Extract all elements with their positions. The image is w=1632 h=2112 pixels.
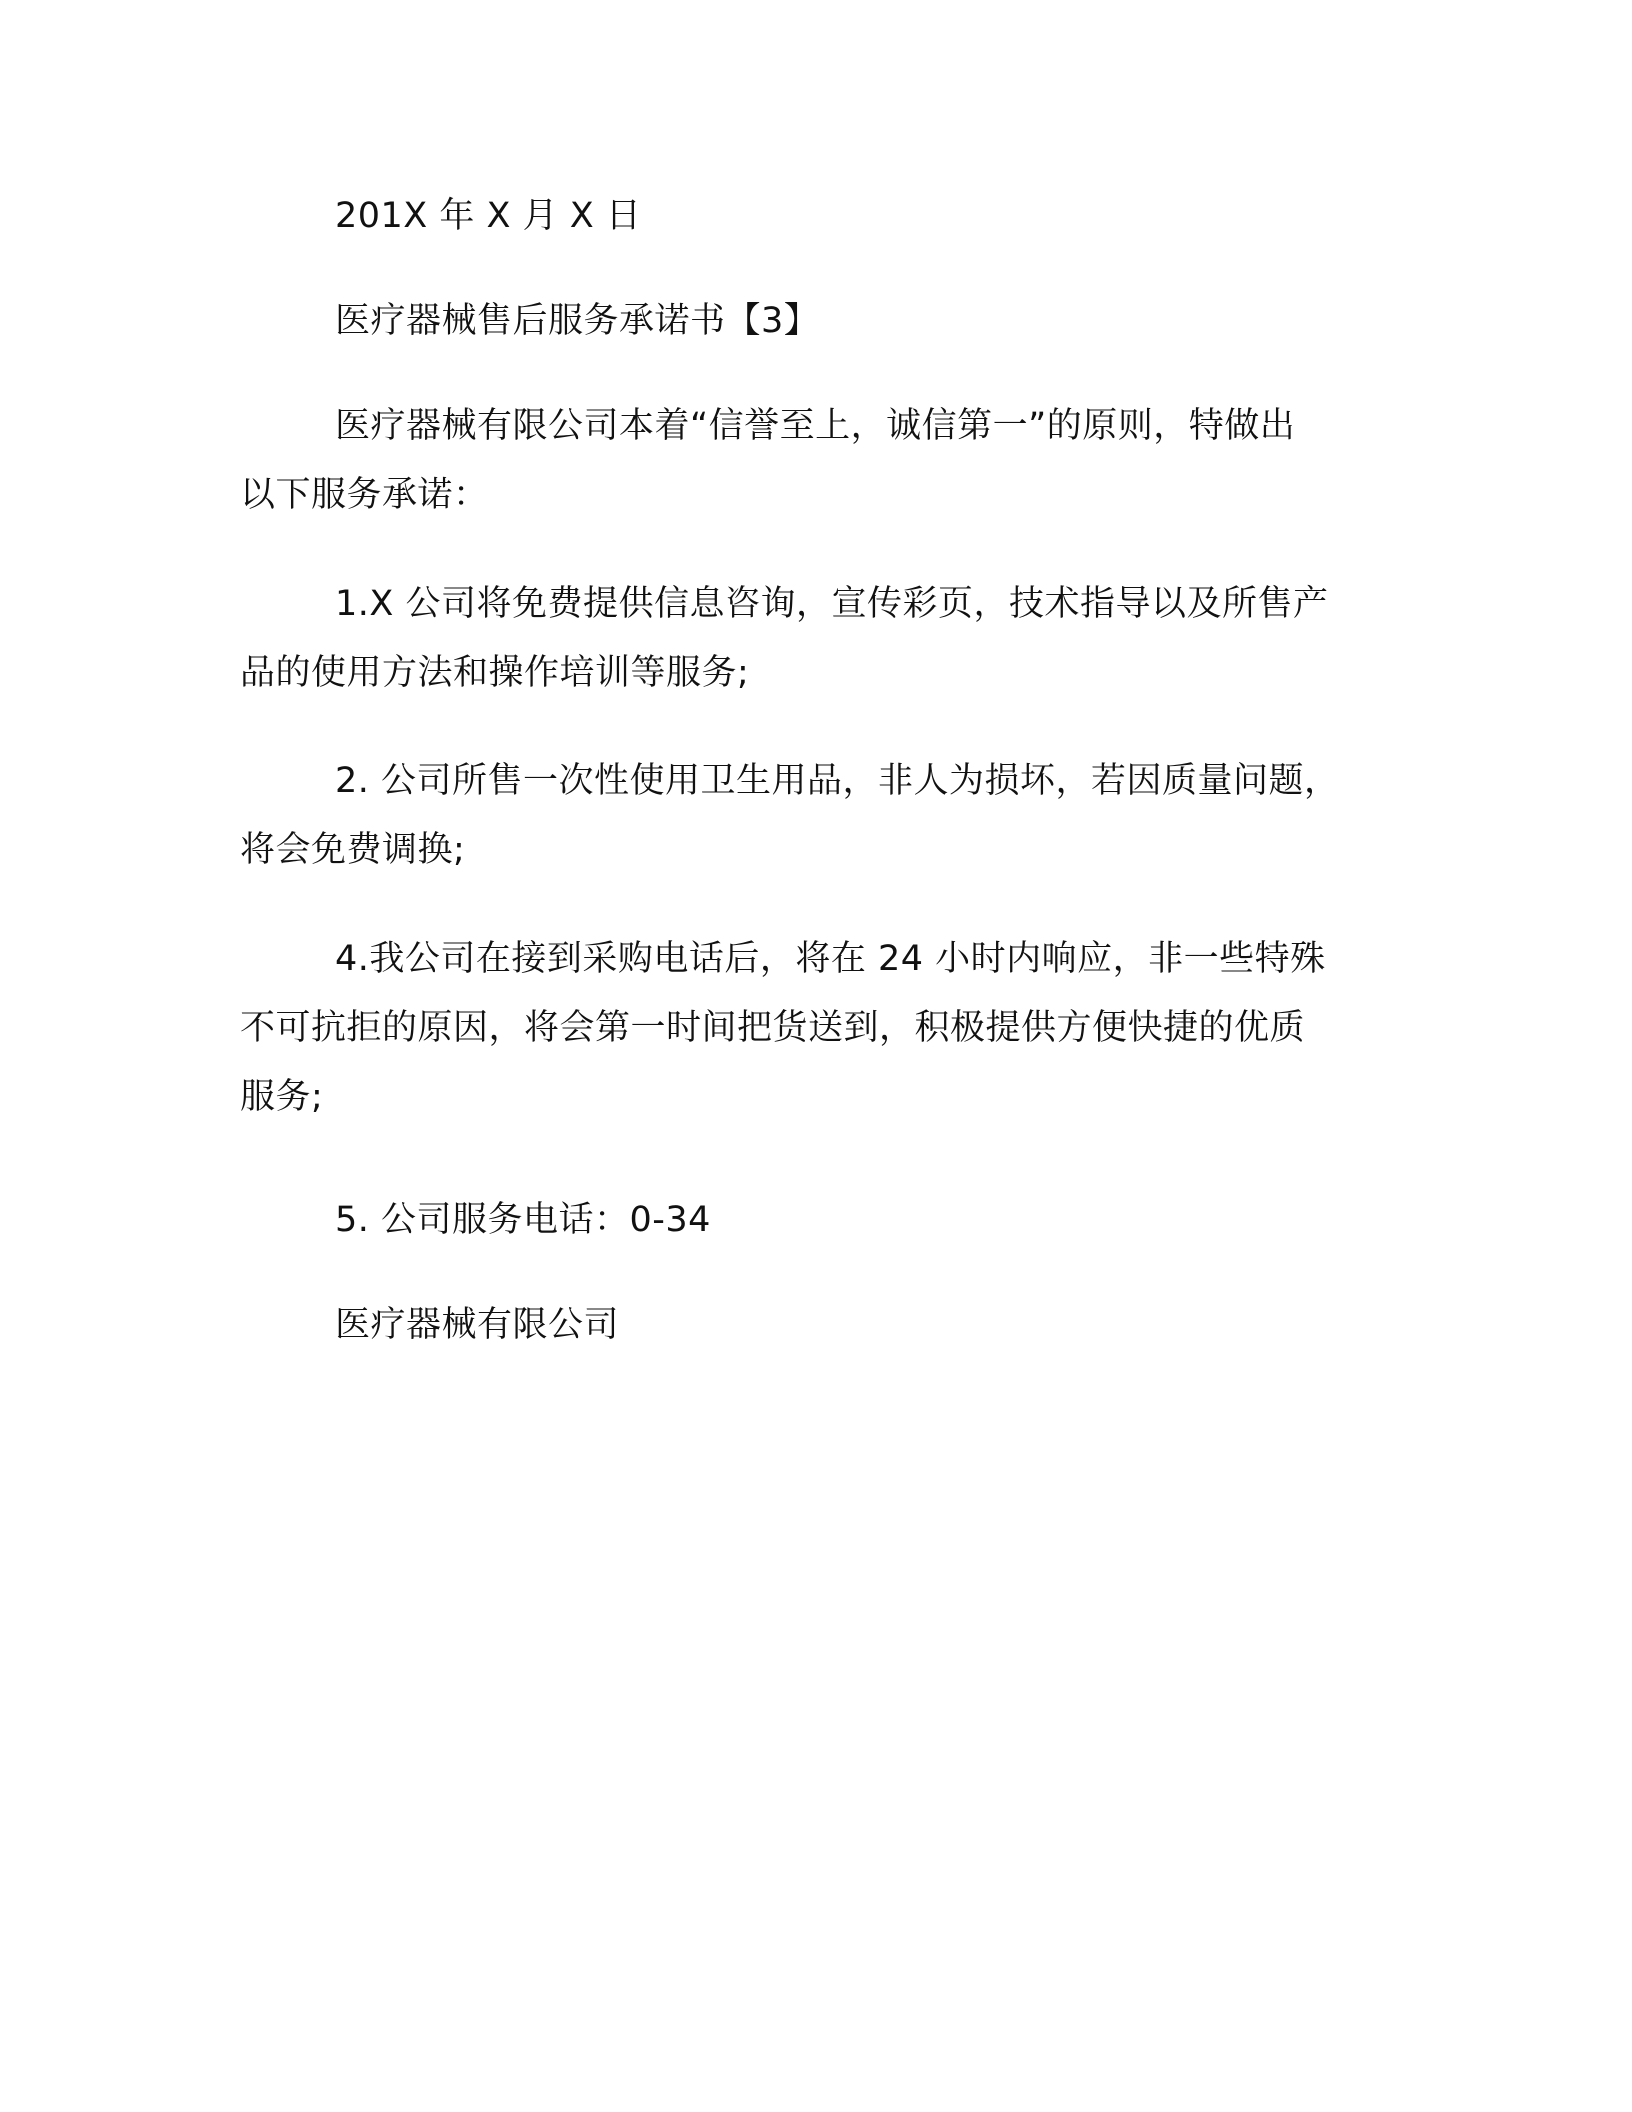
item-1-line-1: 1.X 公司将免费提供信息咨询，宣传彩页，技术指导以及所售产 [335,584,1329,624]
date-line [240,182,1380,251]
item-2-line-1: 2. 公司所售一次性使用卫生用品，非人为损坏，若因质量问题， [335,761,1340,801]
document-heading [240,287,1380,356]
intro-line-2: 以下服务承诺： [240,475,489,515]
item-1-paragraph [240,570,1380,708]
intro-line-1: 医疗器械有限公司本着“信誉至上，诚信第一”的原则，特做出 [335,406,1296,446]
item-5-text: 5. 公司服务电话：0-34 [335,1200,711,1240]
item-4-line-1: 4.我公司在接到采购电话后，将在 24 小时内响应，非一些特殊 [335,939,1326,979]
heading-text: 医疗器械售后服务承诺书【3】 [335,301,820,341]
item-4-paragraph [240,925,1380,1132]
item-5-paragraph [240,1186,1380,1255]
signature-paragraph [240,1291,1380,1360]
item-4-line-2: 不可抗拒的原因，将会第一时间把货送到，积极提供方便快捷的优质 [240,1008,1306,1048]
date-line-text: 201X 年 X 月 X 日 [335,196,642,236]
signature-text: 医疗器械有限公司 [335,1305,620,1345]
item-2-paragraph [240,747,1380,885]
item-4-line-3: 服务; [240,1077,324,1117]
item-1-line-2: 品的使用方法和操作培训等服务; [240,653,750,693]
intro-paragraph [240,392,1380,530]
item-2-line-2: 将会免费调换; [240,830,466,870]
